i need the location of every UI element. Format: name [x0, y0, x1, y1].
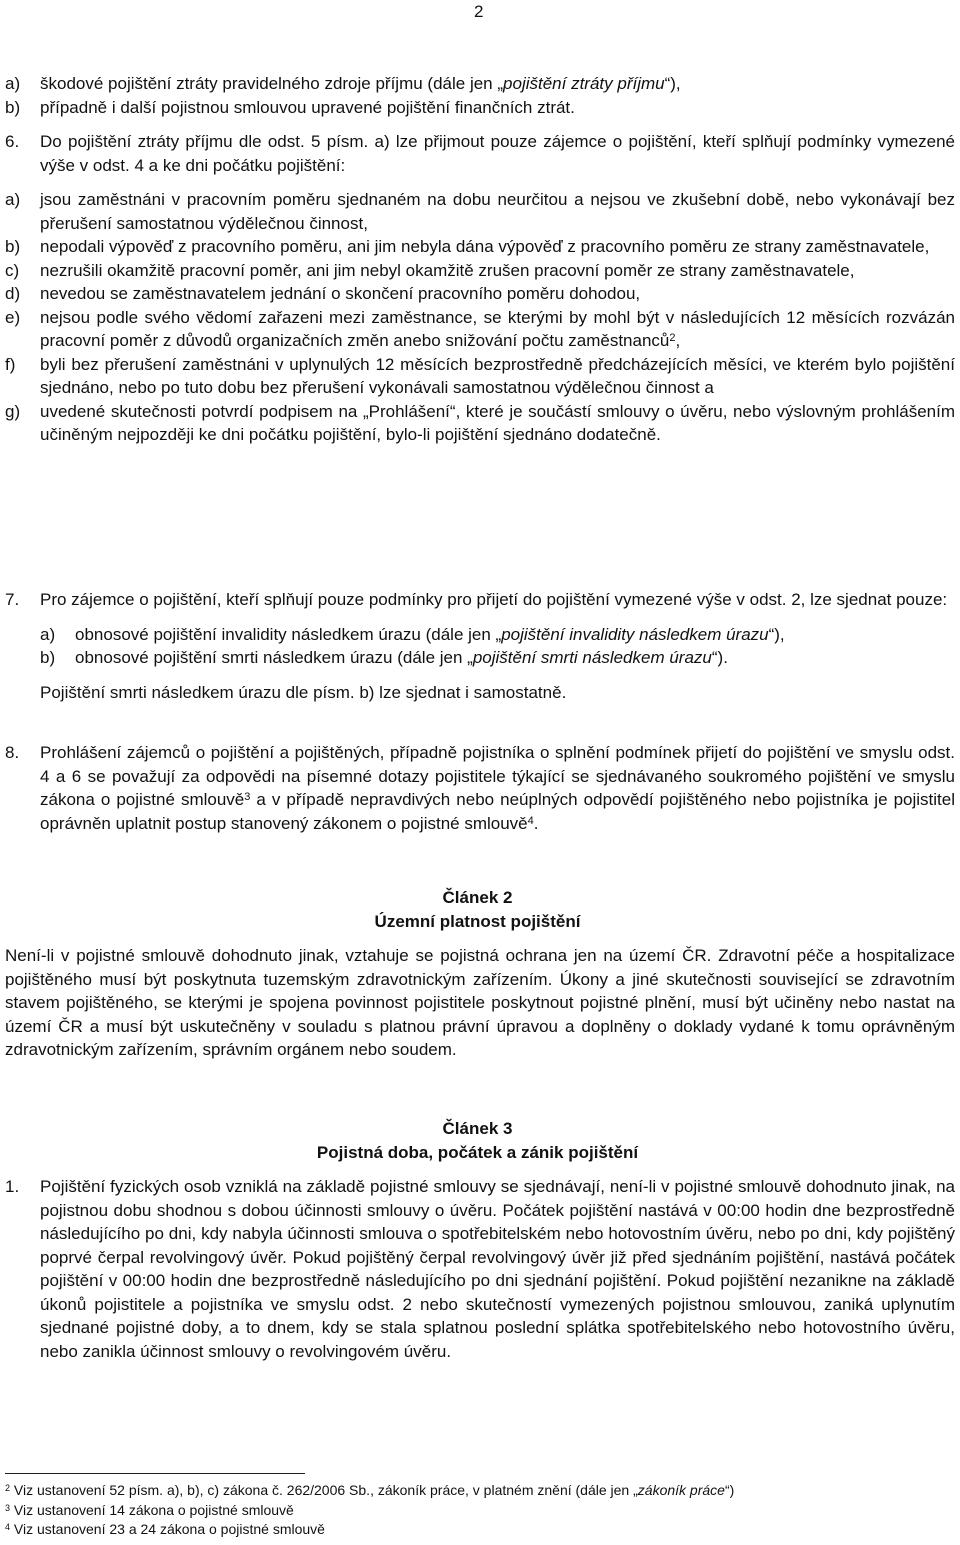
item-label: e) — [5, 307, 21, 327]
list-item — [0, 353, 955, 400]
paragraph-number: 7. — [5, 590, 20, 609]
note — [0, 681, 955, 705]
point-7 — [0, 588, 955, 704]
footnote-text: Viz ustanovení 23 a 24 zákona o pojistné smlouvě — [13, 1521, 325, 1537]
article-3 — [0, 1117, 955, 1363]
item-text — [75, 623, 955, 647]
item-label: f) — [5, 354, 16, 374]
defined-term: pojištění invalidity následkem úrazu — [501, 624, 769, 644]
item-text — [75, 646, 955, 670]
item-label: b) — [5, 237, 21, 256]
item-text: uvedené skutečnosti potvrdí podpisem na „Prohlášení“, které je součástí smlouvy o úvěru, nebo výslovným prohlášením učiněným nejpozději ke dni počátku pojištění, bylo-li pojištění sjednáno dodatečně. — [40, 401, 955, 444]
footnote-number: 3 — [5, 1503, 11, 1513]
item-text: nepodali výpověď z pracovního poměru, ani jim nebyla dána výpověď z pracovního poměru ze strany zaměstnavatele, — [40, 237, 930, 256]
article-2 — [0, 886, 955, 1062]
point-6 — [0, 130, 955, 447]
page-number: 2 — [474, 2, 484, 21]
item-text-part: , — [675, 331, 681, 350]
item-text-part: “), — [664, 74, 681, 93]
item-text-part: škodové pojištění ztráty pravidelného zdroje příjmu (dále jen „ — [40, 74, 504, 93]
list-item — [0, 282, 955, 306]
item-label: d) — [5, 284, 21, 303]
paragraph-text-part: . — [533, 813, 539, 833]
point-8 — [0, 741, 955, 835]
numbered-paragraph — [0, 741, 955, 835]
item-text — [40, 72, 955, 96]
article-title: Článek 2 — [442, 888, 513, 907]
paragraph-number: 6. — [5, 132, 20, 151]
paragraph-text-part: Prohlášení zájemců o pojištění a pojištěných, případně pojistníka o splnění podmínek přijetí do pojištění ve smyslu odst. 4 a 6 se považují za odpovědi na písemné dotazy pojistitele týkající se sjednávaného soukromého pojištění ve smyslu zákona o pojistné smlouvě — [40, 743, 955, 809]
footnote — [5, 1481, 734, 1499]
paragraph-text: Pro zájemce o pojištění, kteří splňují pouze podmínky pro přijetí do pojištění vymezené výše v odst. 2, lze sjednat pouze: — [40, 590, 948, 609]
item-text — [40, 306, 955, 353]
footnote — [5, 1520, 325, 1538]
item-text-part: obnosové pojištění invalidity následkem úrazu (dále jen „ — [75, 624, 502, 644]
item-text: byli bez přerušení zaměstnáni v uplynulých 12 měsících bezprostředně předcházejících měsíci, ve kterém bylo pojištění sjednáno, nebo po tuto dobu bez přerušení vykonávali samostatnou výdělečnou činnost a — [40, 354, 955, 397]
item-label: a) — [5, 190, 21, 209]
paragraph-text: Pojištění fyzických osob vzniklá na základě pojistné smlouvy se sjednávají, není-li v pojistné smlouvě dohodnuto jinak, na pojistnou dobu shodnou s dobou účinnosti smlouvy o úvěru. Počátek pojištění nastává v 00:00 hodin dne bezprostředně následujícího po dni, kdy nabyla účinnosti smlouva o spotřebitelském nebo hotovostním úvěru, nebo po dni, kdy pojištěný poprvé čerpal revolvingový úvěr. Pokud pojištěný čerpal revolvingový úvěr již před sjednáním pojištění, nastává počátek pojištění v 00:00 hodin dne bezprostředně následujícího po dni sjednání pojištění. Pokud pojištění nezanikne na základě úkonů pojistitele a pojistníka ve smyslu odst. 2 nebo skutečností vymezených pojistnou smlouvou, zaniká uplynutím sjednané pojistné doby, a to dnem, kdy se stala splatnou poslední splátka spotřebitelského nebo hotovostního úvěru, nebo zanikla účinnost smlouvy o revolvingovém úvěru. — [40, 1177, 955, 1361]
list-item — [0, 646, 955, 670]
item-text-part: obnosové pojištění smrti následkem úrazu (dále jen „ — [75, 648, 473, 667]
defined-term: pojištění ztráty příjmu — [503, 74, 665, 93]
footnote-number: 4 — [5, 1522, 11, 1532]
item-text: nevedou se zaměstnavatelem jednání o skončení pracovního poměru dohodou, — [40, 284, 641, 303]
item-text: případně i další pojistnou smlouvou upravené pojištění finančních ztrát. — [40, 97, 575, 117]
item-text: nezrušili okamžitě pracovní poměr, ani jim nebyl okamžitě zrušen pracovní poměr ze strany zaměstnavatele, — [40, 260, 855, 280]
list-item — [0, 96, 955, 120]
list-item — [0, 400, 955, 447]
item-text-part: “), — [768, 624, 785, 644]
paragraph-number: 1. — [5, 1177, 20, 1196]
numbered-paragraph — [0, 130, 955, 177]
list-item — [0, 623, 955, 647]
article-title: Článek 3 — [442, 1119, 513, 1138]
note-text: Pojištění smrti následkem úrazu dle písm. b) lze sjednat i samostatně. — [40, 682, 567, 702]
defined-term: zákoník práce — [637, 1482, 725, 1498]
item-label: c) — [5, 260, 20, 280]
paragraph-text: Do pojištění ztráty příjmu dle odst. 5 písm. a) lze přijmout pouze zájemce o pojištění, kteří splňují podmínky vymezené výše v odst. 4 a ke dni počátku pojištění: — [40, 132, 955, 175]
paragraph-number: 8. — [5, 743, 20, 762]
article-subtitle: Pojistná doba, počátek a zánik pojištění — [316, 1142, 639, 1162]
footnote-text: “) — [724, 1482, 735, 1498]
footnote — [5, 1501, 294, 1519]
footnote-ref: 4 — [527, 814, 534, 827]
footnote-ref: 3 — [244, 791, 251, 803]
footnote-text: Viz ustanovení 52 písm. a), b), c) zákona č. 262/2006 Sb., zákoník práce, v platném znění (dále jen „ — [13, 1482, 638, 1498]
list-item — [0, 188, 955, 235]
item-text-part: nejsou podle svého vědomí zařazeni mezi zaměstnance, se kterými by mohl být v následujících 12 měsících rozvázán pracovní poměr z důvodů organizačních změn anebo snižování počtu zaměstnanců — [40, 307, 955, 350]
item-label: a) — [40, 624, 56, 644]
paragraph-text — [40, 741, 955, 835]
intro-list — [0, 72, 955, 119]
list-item — [0, 306, 955, 353]
article-text: Není-li v pojistné smlouvě dohodnuto jinak, vztahuje se pojistná ochrana jen na území ČR. Zdravotní péče a hospitalizace pojištěného musí být poskytnuta tuzemským zdravotnickým zařízením. Úkony a jiné skutečnosti související se zdravotním stavem pojištěného, se kterými je spojena povinnost pojistitele poskytnout pojistné plnění, musí být učiněny nebo nastat na území ČR a musí být uskutečněny v souladu s platnou právní úpravou a doplněny o doklady vydané k tomu oprávněným zdravotnickým zařízením, správním orgánem nebo soudem. — [5, 946, 955, 1059]
item-text-part: “). — [711, 648, 728, 667]
article-subtitle: Územní platnost pojištění — [374, 911, 581, 931]
list-item — [0, 72, 955, 96]
numbered-paragraph — [0, 1175, 955, 1363]
footnote-ref: 2 — [669, 332, 676, 344]
item-label: g) — [5, 401, 21, 421]
item-label: b) — [5, 97, 21, 117]
paragraph-text-part: a v případě nepravdivých nebo neúplných odpovědí pojištěného nebo pojistníka je pojistitel oprávněn uplatnit postup stanovený zákonem o pojistné smlouvě — [40, 790, 955, 833]
item-text: jsou zaměstnáni v pracovním poměru sjednaném na dobu neurčitou a nejsou ve zkušební době, nebo vykonávají bez přerušení samostatnou výdělečnou činnost, — [40, 190, 955, 233]
item-label: a) — [5, 74, 21, 93]
footnote-separator — [5, 1473, 305, 1474]
defined-term: pojištění smrti následkem úrazu — [472, 648, 712, 667]
footnote-text: Viz ustanovení 14 zákona o pojistné smlouvě — [13, 1502, 294, 1518]
numbered-paragraph — [0, 588, 955, 612]
list-item — [0, 259, 955, 283]
list-item — [0, 235, 955, 259]
item-label: b) — [40, 648, 56, 667]
footnote-number: 2 — [5, 1483, 11, 1493]
